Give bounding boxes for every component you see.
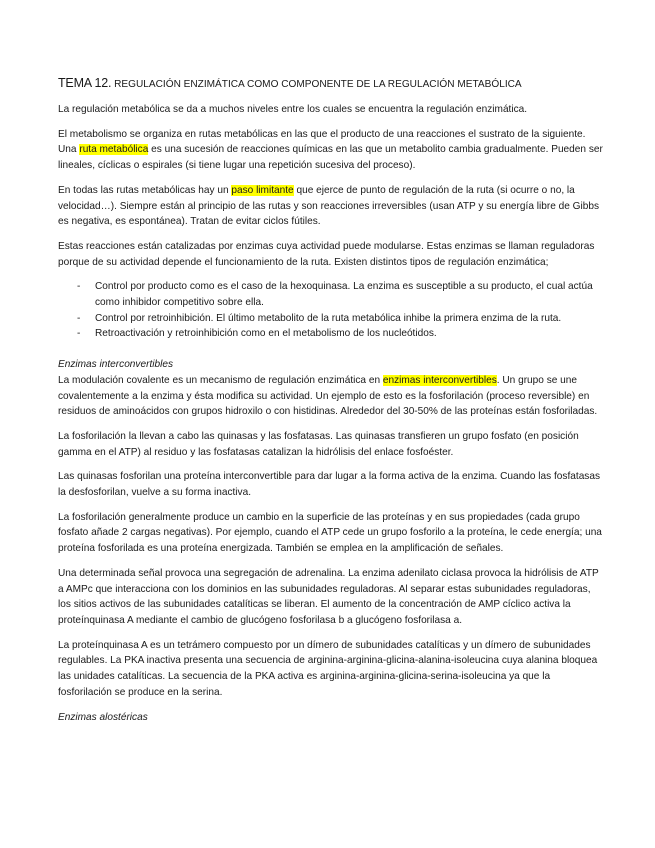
paragraph-pka: La proteínquinasa A es un tetrámero compuesto por un dímero de subunidades catalíticas y un dímero de subunidades regulables. La PKA inactiva presenta una secuencia de arginina-arginina-glicina-alanina-isoleucina cuya alanina bloquea las unidades catalíticas. La secuencia de la PKA activa es arginina-arginina-glicina-serina-isoleucina ya que la fosforilación se produce en la serina.	[58, 639, 598, 698]
bullet-dash: -	[77, 281, 81, 293]
section-heading-interconvertibles: Enzimas interconvertibles	[58, 359, 174, 371]
paragraph-fosforilacion-superficie: La fosforilación generalmente produce un cambio en la superficie de las proteínas y en sus propiedades (cada grupo fosfato añade 2 cargas negativas). Por ejemplo, cuando el ATP cede un grupo fosforilo a la proteína, le cede energía; una proteína fosforilada es una proteína energizada. También se emplea en la amplificación de señales.	[58, 511, 602, 555]
text-span: El metabolismo se organiza en rutas metabólicas en las que el producto de una reacciones el sustrato de la siguiente. Una	[58, 128, 586, 156]
document-title	[58, 76, 603, 92]
document-page	[58, 76, 603, 725]
list-item-text: Retroactivación y retroinhibición como en el metabolismo de los nucleótidos.	[95, 328, 437, 340]
bullet-dash: -	[77, 312, 81, 324]
paragraph-forma-activa: Las quinasas fosforilan una proteína interconvertible para dar lugar a la forma activa de la enzima. Cuando las fosfatasas la desfosforilan, vuelve a su forma inactiva.	[58, 471, 601, 499]
list-item-text: Control por retroinhibición. El último metabolito de la ruta metabólica inhibe la primera enzima de la ruta.	[95, 312, 562, 324]
paragraph-reguladoras: Estas reacciones están catalizadas por enzimas cuya actividad puede modularse. Estas enzimas se llaman reguladoras porque de su actividad depende el funcionamiento de la ruta. Existen distintos tipos de regulación enzimática;	[58, 240, 595, 268]
text-span: La modulación covalente es un mecanismo de regulación enzimática en	[58, 374, 383, 386]
highlight-enzimas-interconvertibles: enzimas interconvertibles	[382, 374, 497, 386]
paragraph-rutas	[58, 127, 603, 174]
text-span: . Un grupo se une covalentemente a la enzima y ésta modifica su actividad. Un ejemplo de esto es la fosforilación (proceso reversible) en residuos de aminoácidos con grupos hidroxilo o con histidinas. Alrededor del 30-50% de las proteínas están fosforiladas.	[58, 374, 598, 418]
list-item-text: Control por producto como es el caso de la hexoquinasa. La enzima es susceptible a su producto, el cual actúa como inhibidor competitivo sobre ella.	[95, 281, 593, 309]
paragraph-paso-limitante	[58, 183, 603, 230]
text-span: es una sucesión de reacciones químicas en las que un metabolito cambia gradualmente. Pueden ser lineales, cíclicas o espirales (si tiene lugar una repetición sucesiva del proceso).	[58, 144, 603, 172]
paragraph-modulacion-covalente	[58, 373, 603, 420]
title-text: REGULACIÓN ENZIMÁTICA COMO COMPONENTE DE LA REGULACIÓN METABÓLICA	[114, 79, 522, 90]
list-item	[58, 326, 603, 342]
highlight-paso-limitante: paso limitante	[231, 184, 294, 196]
paragraph-intro: La regulación metabólica se da a muchos niveles entre los cuales se encuentra la regulación enzimática.	[58, 104, 528, 115]
title-number: TEMA 12.	[58, 76, 112, 90]
section-heading-alostericas: Enzimas alostéricas	[58, 711, 148, 723]
paragraph-adrenalina: Una determinada señal provoca una segregación de adrenalina. La enzima adenilato ciclasa provoca la hidrólisis de ATP a AMPc que interacciona con los dominios en las subunidades reguladoras. Al separar estas subunidades reguladoras, los sitios activos de las subunidades catalíticas se liberan. El aumento de la concentración de AMP cíclico activa la proteínquinasa A mediante el cambio de glucógeno fosforilasa b a glucógeno fosforilasa a.	[58, 567, 599, 626]
text-span: que ejerce de punto de regulación de la ruta (si ocurre o no, la velocidad…). Siempre están al principio de las rutas y son reacciones irreversibles (usan ATP y su energía libre de Gibbs es negativa, es espontánea). Tratan de evitar ciclos fútiles.	[58, 184, 600, 228]
regulation-types-list	[58, 279, 603, 342]
paragraph-quinasas-fosfatasas: La fosforilación la llevan a cabo las quinasas y las fosfatasas. Las quinasas transfieren un grupo fosfato (en posición gamma en el ATP) al residuo y las fosfatasas catalizan la hidrólisis del enlace fosfoéster.	[58, 430, 579, 458]
bullet-dash: -	[77, 328, 81, 340]
text-span: En todas las rutas metabólicas hay un	[58, 184, 232, 196]
list-item	[58, 311, 603, 327]
list-item	[58, 279, 603, 310]
highlight-ruta-metabolica: ruta metabólica	[79, 144, 149, 156]
